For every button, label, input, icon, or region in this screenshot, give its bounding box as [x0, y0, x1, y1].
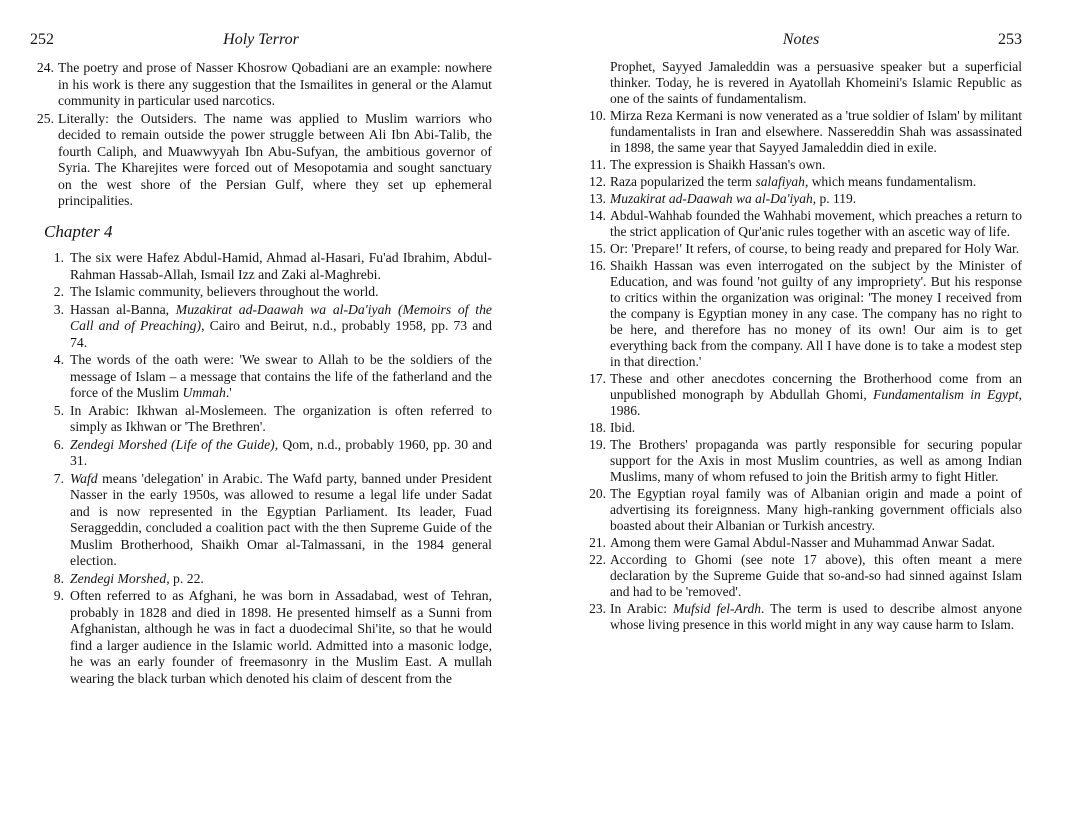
- endnote-14: 14. Abdul-Wahhab founded the Wahhabi movement, which preaches a return to the strict application of Qur'anic rules together with an ascetic way of life.: [589, 208, 1022, 239]
- endnote-3: 3. Hassan al-Banna, Muzakirat ad-Daawah wa al-Da'iyah (Memoirs of the Call and of Preaching), Cairo and Beirut, n.d., probably 1958, pp. 73 and 74.: [53, 301, 492, 350]
- right-page: [580, 0, 1022, 829]
- running-title: Notes: [782, 31, 820, 48]
- right-page-body: [580, 59, 1022, 634]
- right-running-head: [580, 31, 1022, 53]
- running-title: Holy Terror: [223, 31, 299, 48]
- endnote-20: 20. The Egyptian royal family was of Albanian origin and made a point of advertising its foreignness. Many high-ranking government officials also boasted about their Albanian or Turkish ancestry.: [589, 486, 1022, 533]
- endnote-7: 7. Wafd means 'delegation' in Arabic. The Wafd party, banned under President Nasser in the early 1950s, was allowed to resume a legal life under Sadat and is now represented in the Egyptian Parliament. Its leader, Fuad Seraggeddin, concluded a coalition pact with the then Supreme Guide of the Muslim Brotherhood, Shaikh Omar al-Talmassani, in the 1984 general election.: [53, 470, 492, 568]
- endnote-21: 21. Among them were Gamal Abdul-Nasser and Muhammad Anwar Sadat.: [589, 535, 996, 550]
- endnote-2: 2. The Islamic community, believers throughout the world.: [53, 284, 379, 299]
- endnote-19: 19. The Brothers' propaganda was partly responsible for securing popular support for the Axis in most Muslim countries, as well as among Indian Muslims, many of whom refused to join the British army to fight Hitler.: [589, 437, 1022, 484]
- page-number: 252: [30, 31, 54, 48]
- endnote-11: 11. The expression is Shaikh Hassan's own.: [589, 157, 826, 172]
- endnote-15: 15. Or: 'Prepare!' It refers, of course, to being ready and prepared for Holy War.: [589, 241, 1020, 256]
- chapter-4-notes: [30, 250, 492, 687]
- endnote-9-continued: Prophet, Sayyed Jamaleddin was a persuasive speaker but a superficial thinker. Today, he is revered in Ayatollah Khomeini's Islamic Republic as one of the saints of fundamentalism.: [610, 59, 1022, 106]
- endnote-9: 9. Often referred to as Afghani, he was born in Assadabad, west of Tehran, probably in 1828 and died in 1898. He presented himself as a Sunni from Afghanistan, although he was in fact a duodecimal Shi'ite, so that he would find a larger audience in the Islamic world. Admitted into a masonic lodge, he was an early founder of freemasonry in the Muslim East. A mullah wearing the black turban which denoted his claim of descent from the: [53, 588, 492, 686]
- endnote-4: 4. The words of the oath were: 'We swear to Allah to be the soldiers of the message of Islam – a message that contains the life of the fatherland and the force of the Muslim Ummah.': [53, 352, 492, 400]
- endnote-6: 6. Zendegi Morshed (Life of the Guide), Qom, n.d., probably 1960, pp. 30 and 31.: [53, 436, 492, 468]
- endnote-17: 17. These and other anecdotes concerning the Brotherhood come from an unpublished monograph by Abdullah Ghomi, Fundamentalism in Egypt, 1986.: [589, 371, 1023, 418]
- endnote-1: 1. The six were Hafez Abdul-Hamid, Ahmad al-Hasari, Fu'ad Ibrahim, Abdul-Rahman Hassab-Allah, Ismail Izz and Zaki al-Maghrebi.: [53, 250, 492, 282]
- endnote-16: 16. Shaikh Hassan was even interrogated on the subject by the Minister of Education, and was found 'not guilty of any impropriety'. But his response to critics within the organization was original: 'The money I received from the company is Egyptian money in any case. The company has no right to be here, and therefore has no money of its own! Our aim is to get everything back from the company. All I have done is to take a modest step in that direction.': [589, 258, 1022, 369]
- page-number: 253: [998, 31, 1022, 48]
- endnote-13: 13. Muzakirat ad-Daawah wa al-Da'iyah, p. 119.: [589, 191, 857, 206]
- endnote-23: 23. In Arabic: Mufsid fel-Ardh. The term is used to describe almost anyone whose living presence in this world might in any way cause harm to Islam.: [589, 601, 1022, 632]
- chapter-heading: Chapter 4: [44, 221, 113, 241]
- endnote-22: 22. According to Ghomi (see note 17 above), this often meant a mere declaration by the Supreme Guide that so-and-so had sinned against Islam and had to be 'removed'.: [589, 552, 1022, 599]
- endnote-18: 18. Ibid.: [589, 420, 636, 435]
- left-page-body: [30, 60, 492, 688]
- endnote-25: 25. Literally: the Outsiders. The name was applied to Muslim warriors who decided to remain outside the power struggle between Ali Ibn Abi-Talib, the fourth Caliph, and Muawwyyah Ibn Abu-Sufyan, the ambitious governor of Syria. The Kharejites were forced out of Mesopotamia and sought sanctuary on the west shore of the Persian Gulf, where they set up ephemeral principalities.: [36, 110, 492, 208]
- endnote-8: 8. Zendegi Morshed, p. 22.: [53, 570, 204, 586]
- endnote-12: 12. Raza popularized the term salafiyah, which means fundamentalism.: [589, 174, 977, 189]
- endnote-10: 10. Mirza Reza Kermani is now venerated as a 'true soldier of Islam' by militant fundamentalists in Iran and elsewhere. Nassereddin Shah was assassinated in 1898, the same year that Sayyed Jamaleddin died in exile.: [589, 108, 1022, 155]
- endnote-24: 24. The poetry and prose of Nasser Khosrow Qobadiani are an example: nowhere in his work is there any suggestion that the Ismailites in general or the Alamut community in particular used narcotics.: [36, 60, 492, 108]
- left-page: [30, 0, 492, 829]
- endnote-5: 5. In Arabic: Ikhwan al-Moslemeen. The organization is often referred to simply as Ikhwan or 'The Brethren'.: [53, 402, 492, 434]
- left-running-head: [30, 31, 492, 53]
